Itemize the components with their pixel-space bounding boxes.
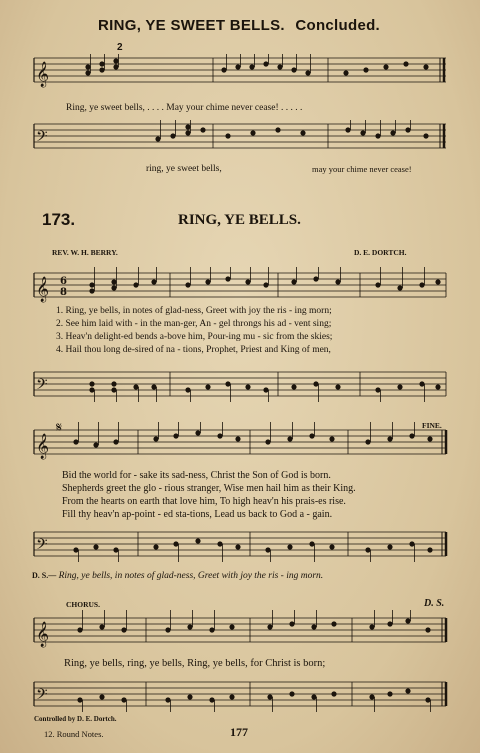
ds-label: D. S. [424,598,445,609]
staff-system-top-bass [28,116,452,156]
svg-text:𝄢: 𝄢 [36,376,48,397]
ds-lyric: Ring, ye bells, in notes of glad-ness, Greet with joy the ris - ing morn. [58,571,324,581]
ds-prefix: D. S.— [32,571,57,580]
chorus-lyric: Ring, ye bells, ring, ye bells, Ring, ye bells, for Christ is born; [64,658,326,669]
chorus-label: CHORUS. [66,600,100,609]
staff-system-3-bass [28,672,452,716]
verse-line: 2. See him laid with - in the man-ger, An - gel throngs his ad - vent sing; [56,319,332,329]
hymn-composer: D. E. DORTCH. [354,248,407,257]
verse-line: Shepherds greet the glo - rious stranger, Wise men hail him as their King. [62,483,356,494]
svg-text:𝄋: 𝄋 [56,420,63,436]
hymn-author: REV. W. H. BERRY. [52,248,118,257]
svg-text:𝄞: 𝄞 [36,277,50,302]
page-number: 177 [230,725,248,739]
verse-line: Bid the world for - sake its sad-ness, Christ the Son of God is born. [62,470,331,481]
svg-text:8: 8 [60,287,67,298]
staff-system-2-bass [28,522,452,566]
top-hymn-lyric-lower-right: may your chime never cease! [312,164,412,174]
top-hymn-title: RING, YE SWEET BELLS. Concluded. [98,17,381,34]
verse-line: Fill thy heav'n ap-point - ed sta-tions, Lead us back to God a - gain. [62,509,333,520]
staff-system-top-treble [28,52,452,88]
svg-text:𝄢: 𝄢 [36,536,48,557]
svg-text:6: 6 [60,276,67,287]
top-hymn-lyric-upper: Ring, ye sweet bells, . . . . May your chime never cease! . . . . . [66,103,303,113]
svg-text:𝄞: 𝄞 [36,622,50,647]
staff-system-3-treble [28,606,452,650]
ds-line [32,571,323,581]
verses-part2 [62,470,356,522]
svg-text:𝄢: 𝄢 [36,128,48,149]
measure-number: 2 [117,42,123,53]
top-hymn-lyric-lower-left: ring, ye sweet bells, [146,164,222,174]
verse-line: From the hearts on earth that love him, To high heav'n his prais-es rise. [62,496,346,507]
svg-text:𝄞: 𝄞 [36,62,50,87]
svg-text:𝄞: 𝄞 [36,434,50,459]
staff-system-2-treble [28,418,452,462]
verse-line: 1. Ring, ye bells, in notes of glad-ness, Greet with joy the ris - ing morn; [56,306,332,316]
staff-system-1-treble [28,263,452,305]
verses-part1 [56,306,332,358]
fine-label: FINE. [422,421,442,430]
hymn-title: RING, YE BELLS. [178,212,301,228]
staff-system-1-bass [28,362,452,406]
svg-text:𝄢: 𝄢 [36,686,48,707]
round-notes-note: 12. Round Notes. [44,729,104,739]
copyright-note: Controlled by D. E. Dortch. [34,715,117,723]
hymn-number: 173. [42,210,76,229]
verse-line: 4. Hail thou long de-sired of na - tions, Prophet, Priest and King of men, [56,345,331,355]
verse-line: 3. Heav'n delight-ed bends a-bove him, Pour-ing mu - sic from the skies; [56,332,333,342]
